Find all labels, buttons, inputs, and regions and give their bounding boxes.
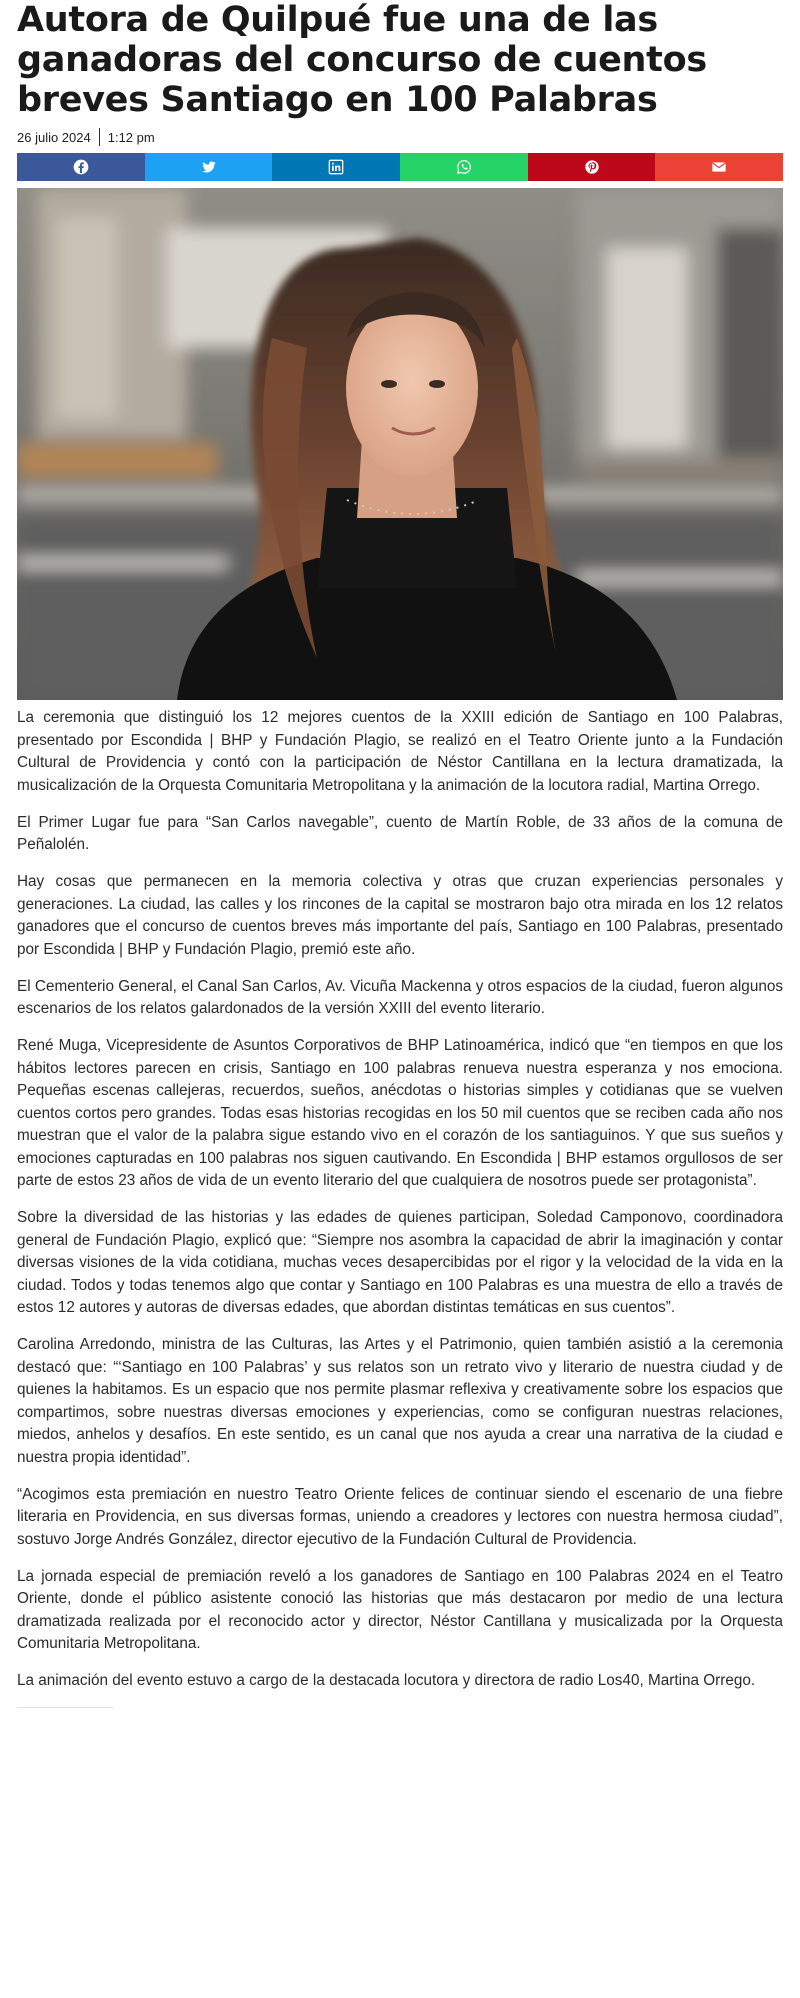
paragraph: La ceremonia que distinguió los 12 mejores cuentos de la XXIII edición de Santiago en 100 Palabras, presentado por Escondida | BHP y Fundación Plagio, se realizó en el Teatro Oriente junto a la Fundación Cultural de Providencia y contó con la participación de Néstor Cantillana en la lectura dramatizada, la musicalización de la Orquesta Comunitaria Metropolitana y la animación de la locutora radial, Martina Orrego. xyxy=(17,709,783,794)
share-pinterest-button[interactable] xyxy=(528,153,656,181)
paragraph: Hay cosas que permanecen en la memoria colectiva y otras que cruzan experiencias personales y generaciones. La ciudad, las calles y los rincones de la capital se mostraron bajo otra mirada en los 12 relatos ganadores que el concurso de cuentos breves más importante del país, Santiago en 100 Palabras, presentado por Escondida | BHP y Fundación Plagio, premió este año. xyxy=(17,873,783,958)
twitter-icon xyxy=(201,159,217,175)
share-email-button[interactable] xyxy=(655,153,783,181)
publish-date: 26 julio 2024 xyxy=(17,129,91,145)
paragraph: El Cementerio General, el Canal San Carlos, Av. Vicuña Mackenna y otros espacios de la ciudad, fueron algunos escenarios de los relatos galardonados de la versión XXIII del evento literario. xyxy=(17,977,783,1017)
article-title: Autora de Quilpué fue una de las ganadoras del concurso de cuentos breves Santiago en 100 Palabras xyxy=(17,0,707,120)
paragraph: René Muga, Vicepresidente de Asuntos Corporativos de BHP Latinoamérica, indicó que “en tiempos en que los hábitos lectores parecen en crisis, Santiago en 100 palabras renueva nuestra esperanza y nos emociona. Pequeñas escenas callejeras, recuerdos, sueños, anécdotas o historias simples y cotidianas que se vuelven cuentos cortos pero grandes. Todas esas historias recogidas en los 50 mil cuentos que se reciben cada año nos muestran que el valor de la palabra sigue estando vivo en el corazón de los santiaguinos. Y que sus sueños y emociones capturadas en 100 palabras nos siguen cautivando. En Escondida | BHP estamos orgullosos de ser parte de estos 23 años de vida de un evento literario del que cualquiera de nosotros puede ser protagonista”. xyxy=(17,1037,783,1189)
paragraph: La jornada especial de premiación reveló a los ganadores de Santiago en 100 Palabras 2024 en el Teatro Oriente, donde el público asistente conoció las historias que más destacaron por medio de una lectura dramatizada realizada por el reconocido actor y director, Néstor Cantillana y musicalizada por la Orquesta Comunitaria Metropolitana. xyxy=(17,1567,783,1652)
publish-time: 1:12 pm xyxy=(107,129,155,145)
paragraph: Carolina Arredondo, ministra de las Culturas, las Artes y el Patrimonio, quien también asistió a la ceremonia destacó que: “‘Santiago en 100 Palabras’ y sus relatos son un retrato vivo y literario de nuestra ciudad y de quienes la habitamos. Es un espacio que nos permite plasmar reflexiva y creativamente sobre los espacios que compartimos, sobre nuestras diversas emociones y experiencias, como se configuran nuestras relaciones, miedos, anhelos y desafíos. En este sentido, es un canal que nos ayuda a crear una narrativa de la ciudad e nuestra propia identidad”. xyxy=(17,1336,783,1466)
paragraph: El Primer Lugar fue para “San Carlos navegable”, cuento de Martín Roble, de 33 años de la comuna de Peñalolén. xyxy=(17,813,783,853)
article-meta xyxy=(17,127,783,147)
portrait-photo xyxy=(17,188,783,700)
facebook-icon xyxy=(73,159,89,175)
meta-divider xyxy=(99,128,100,146)
share-whatsapp-button[interactable] xyxy=(400,153,528,181)
paragraph: La animación del evento estuvo a cargo de la destacada locutora y directora de radio Los40, Martina Orrego. xyxy=(17,1672,756,1689)
share-twitter-button[interactable] xyxy=(145,153,273,181)
share-facebook-button[interactable] xyxy=(17,153,145,181)
end-divider xyxy=(17,1707,113,1708)
share-bar xyxy=(17,153,783,181)
whatsapp-icon xyxy=(456,159,472,175)
share-linkedin-button[interactable] xyxy=(272,153,400,181)
linkedin-icon xyxy=(328,159,344,175)
article-body xyxy=(17,707,783,1693)
pinterest-icon xyxy=(584,159,600,175)
paragraph: Sobre la diversidad de las historias y las edades de quienes participan, Soledad Camponovo, coordinadora general de Fundación Plagio, explicó que: “Siempre nos asombra la capacidad de abrir la imaginación y contar diversas visiones de la vida cotidiana, muchas veces desapercibidas por el rigor y la velocidad de la vida en la ciudad. Todos y todas tenemos algo que contar y Santiago en 100 Palabras es una muestra de ello a través de estos 12 autores y autoras de diversas edades, que abordan distintas temáticas en sus cuentos”. xyxy=(17,1209,783,1316)
email-icon xyxy=(711,159,727,175)
hero-image xyxy=(17,188,783,700)
article xyxy=(17,0,783,1708)
paragraph: “Acogimos esta premiación en nuestro Teatro Oriente felices de continuar siendo el escenario de una fiebre literaria en Providencia, en sus diversas formas, uniendo a creadores y lectores con nuestra hermosa ciudad”, sostuvo Jorge Andrés González, director ejecutivo de la Fundación Cultural de Providencia. xyxy=(17,1485,783,1548)
